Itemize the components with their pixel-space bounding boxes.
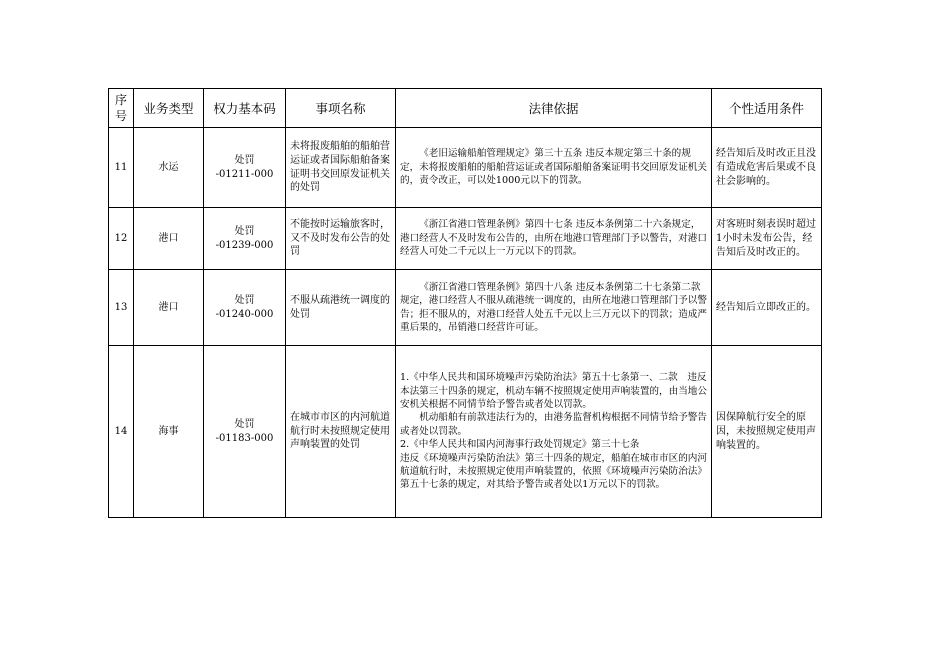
cell-cond: 经告知后立即改正的。 (712, 270, 822, 346)
cell-law (396, 270, 712, 346)
cell-code (204, 346, 286, 518)
cell-type: 港口 (134, 208, 204, 270)
law-paragraph: 1.《中华人民共和国环境噪声污染防治法》第五十七条第一、二款 违反本法第三十四条的规定，机动车辆不按照规定使用声响装置的，由当地公安机关根据不同情节给予警告或者处以罚款。 (400, 372, 707, 410)
header-code: 权力基本码 (204, 89, 286, 128)
cell-item: 不服从疏港统一调度的处罚 (286, 270, 396, 346)
cell-seq: 14 (109, 346, 134, 518)
cell-item: 未将报废船舶的船舶营运证或者国际船舶备案证明书交回原发证机关的处罚 (286, 128, 396, 208)
table-row (109, 346, 822, 518)
cell-cond: 对客班时刻表误时超过1小时未发布公告，经告知后及时改正的。 (712, 208, 822, 270)
cell-law (396, 128, 712, 208)
cell-seq: 12 (109, 208, 134, 270)
cell-law (396, 346, 712, 518)
law-paragraph: 《浙江省港口管理条例》第四十八条 违反本条例第二十七条第二款规定，港口经营人不服从疏港统一调度的，由所在地港口管理部门予以警告；拒不服从的，对港口经营人处五千元以上三万元以下的罚款；造成严重后果的，吊销港口经营许可证。 (400, 281, 707, 333)
cell-code (204, 208, 286, 270)
law-paragraph: 《浙江省港口管理条例》第四十七条 违反本条例第二十六条规定，港口经营人不及时发布公告的，由所在地港口管理部门予以警告，对港口经营人可处二千元以上一万元以下的罚款。 (400, 219, 707, 258)
header-seq: 序号 (109, 89, 134, 128)
code-number: -01240-000 (215, 308, 274, 320)
table-row (109, 208, 822, 270)
table-row (109, 128, 822, 208)
cell-law (396, 208, 712, 270)
cell-item: 在城市市区的内河航道航行时未按照规定使用声响装置的处罚 (286, 346, 396, 518)
code-label: 处罚 (234, 294, 255, 306)
cell-type: 海事 (134, 346, 204, 518)
cell-cond: 经告知后及时改正且没有造成危害后果或不良社会影响的。 (712, 128, 822, 208)
cell-type: 水运 (134, 128, 204, 208)
code-number: -01239-000 (215, 239, 274, 251)
header-law: 法律依据 (396, 89, 712, 128)
code-label: 处罚 (234, 154, 255, 166)
code-label: 处罚 (234, 418, 255, 430)
cell-seq: 11 (109, 128, 134, 208)
cell-cond: 因保障航行安全的原因，未按照规定使用声响装置的。 (712, 346, 822, 518)
table-row (109, 270, 822, 346)
header-type: 业务类型 (134, 89, 204, 128)
cell-item: 不能按时运输旅客时，又不及时发布公告的处罚 (286, 208, 396, 270)
law-paragraph: 机动船舶有前款违法行为的，由港务监督机构根据不同情节给予警告或者处以罚款。 (400, 412, 707, 437)
cell-code (204, 128, 286, 208)
law-paragraph: 2.《中华人民共和国内河海事行政处罚规定》第三十七条 (400, 439, 640, 451)
code-label: 处罚 (234, 225, 255, 237)
penalty-table (108, 88, 822, 518)
header-cond: 个性适用条件 (712, 89, 822, 128)
law-paragraph: 违反《环境噪声污染防治法》第三十四条的规定，船舶在城市市区的内河航道航行时，未按照规定使用声响装置的，依照《环境噪声污染防治法》第五十七条的规定，对其给予警告或者处以1万元以下的罚款。 (400, 452, 707, 491)
cell-type: 港口 (134, 270, 204, 346)
code-number: -01211-000 (215, 168, 274, 180)
header-item: 事项名称 (286, 89, 396, 128)
cell-code (204, 270, 286, 346)
cell-seq: 13 (109, 270, 134, 346)
header-row (109, 89, 822, 128)
law-paragraph: 《老旧运输船舶管理规定》第三十五条 违反本规定第三十条的规定，未将报废船舶的船舶营运证或者国际船舶备案证明书交回原发证机关的，责令改正，可以处1000元以下的罚款。 (400, 148, 707, 187)
code-number: -01183-000 (215, 432, 274, 444)
